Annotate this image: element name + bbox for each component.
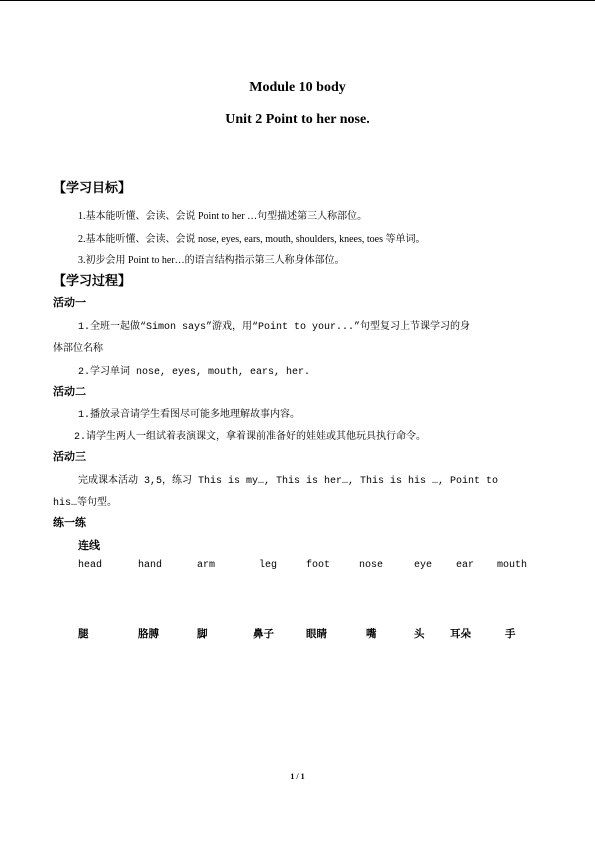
process-heading: 【学习过程】	[53, 274, 132, 289]
goal-item-3: 3.初步会用 Point to her…的语言结构指示第三人称身体部位。	[78, 255, 345, 266]
activity-1-line-2: 2.学习单词 nose, eyes, mouth, ears, her.	[78, 367, 311, 378]
chinese-word[interactable]: 脚	[197, 628, 208, 640]
page-number: 1 / 1	[290, 772, 305, 781]
chinese-word[interactable]: 手	[505, 628, 516, 640]
english-word[interactable]: hand	[138, 560, 163, 571]
document-title: Module 10 body	[249, 80, 346, 95]
activity-2-line-2: 2.请学生两人一组试着表演课文，拿着课前准备好的娃娃或其他玩具执行命令。	[74, 432, 427, 443]
practice-subtitle: 连线	[78, 539, 100, 552]
activity-1-line-1: 1.全班一起做“Simon says”游戏，用“Point to your...”句型复习上节课学习的身	[78, 322, 471, 333]
english-word[interactable]: foot	[306, 560, 331, 571]
activity-3-line-1-cont: his…等句型。	[53, 498, 118, 509]
chinese-word[interactable]: 头	[414, 628, 425, 640]
activity-2-line-1: 1.播放录音请学生看图尽可能多地理解故事内容。	[78, 410, 301, 421]
chinese-word[interactable]: 嘴	[366, 628, 377, 640]
english-word[interactable]: nose	[359, 560, 384, 571]
activity-1-line-1-cont: 体部位名称	[53, 344, 103, 355]
chinese-word[interactable]: 腿	[78, 628, 89, 640]
english-word[interactable]: eye	[414, 560, 433, 571]
activity-3-title: 活动三	[53, 450, 86, 463]
activity-2-title: 活动二	[53, 385, 86, 398]
english-word[interactable]: leg	[259, 560, 278, 571]
activity-1-title: 活动一	[53, 296, 86, 309]
chinese-word[interactable]: 耳朵	[450, 628, 471, 640]
chinese-word[interactable]: 胳膊	[138, 628, 159, 640]
english-word[interactable]: ear	[456, 560, 475, 571]
activity-3-line-1: 完成课本活动 3,5，练习 This is my…, This is her…, This is his …, Point to	[78, 476, 499, 487]
document-subtitle: Unit 2 Point to her nose.	[225, 112, 370, 127]
goals-heading: 【学习目标】	[53, 181, 132, 196]
goal-item-2: 2.基本能听懂、会读、会说 nose, eyes, ears, mouth, shoulders, knees, toes 等单词。	[78, 234, 426, 245]
chinese-word[interactable]: 鼻子	[253, 628, 274, 640]
top-border-line	[0, 0, 595, 1]
english-word[interactable]: mouth	[497, 560, 528, 571]
chinese-word[interactable]: 眼睛	[306, 628, 327, 640]
goal-item-1: 1.基本能听懂、会读、会说 Point to her …句型描述第三人称部位。	[78, 211, 368, 222]
english-word[interactable]: head	[78, 560, 103, 571]
practice-title: 练一练	[53, 516, 86, 529]
english-word[interactable]: arm	[197, 560, 216, 571]
